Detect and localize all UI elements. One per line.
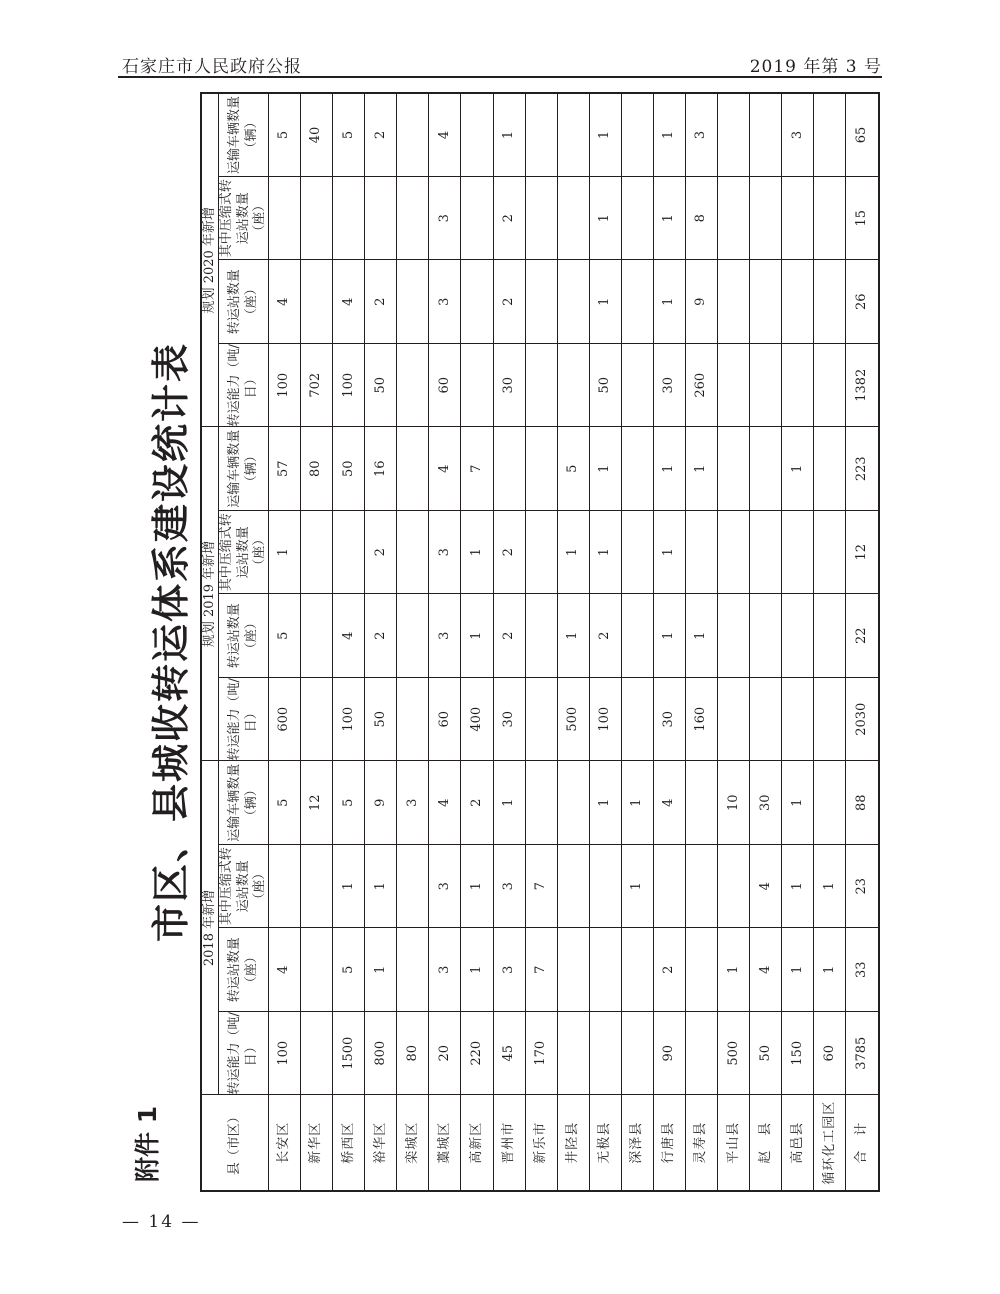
county-name: 长安区 — [269, 1095, 301, 1191]
table-cell: 100 — [269, 344, 301, 428]
table-cell: 4 — [429, 427, 461, 511]
table-cell: 2 — [365, 511, 397, 595]
table-row — [429, 93, 461, 1191]
table-cell — [750, 594, 782, 678]
table-cell — [814, 93, 846, 177]
table-cell: 3785 — [846, 1012, 879, 1096]
table-cell — [301, 511, 333, 595]
table-cell: 12 — [301, 761, 333, 845]
sub-header: 转运站数量（座） — [219, 260, 269, 344]
table-cell: 30 — [493, 344, 525, 428]
county-name: 行唐县 — [653, 1095, 685, 1191]
table-cell: 15 — [846, 177, 879, 261]
table-cell: 5 — [557, 427, 589, 511]
table-cell — [653, 845, 685, 929]
table-cell — [301, 928, 333, 1012]
table-row — [814, 93, 846, 1191]
table-cell: 3 — [493, 928, 525, 1012]
county-name: 深泽县 — [621, 1095, 653, 1191]
county-name: 循环化工园区 — [814, 1095, 846, 1191]
county-name: 晋州市 — [493, 1095, 525, 1191]
table-cell — [301, 177, 333, 261]
table-row — [301, 93, 333, 1191]
county-name: 裕华区 — [365, 1095, 397, 1191]
table-cell: 60 — [429, 344, 461, 428]
table-cell — [621, 344, 653, 428]
table-cell: 1 — [653, 260, 685, 344]
table-cell — [557, 761, 589, 845]
table-cell — [718, 845, 750, 929]
table-cell: 1 — [814, 845, 846, 929]
table-cell — [621, 678, 653, 762]
table-cell: 5 — [269, 594, 301, 678]
sub-header: 运输车辆数量（辆） — [219, 427, 269, 511]
table-row — [461, 93, 493, 1191]
table-row — [718, 93, 750, 1191]
table-cell — [525, 177, 557, 261]
table-cell — [750, 177, 782, 261]
table-cell: 10 — [718, 761, 750, 845]
sub-header: 运输车辆数量（辆） — [219, 761, 269, 845]
table-cell: 2 — [493, 260, 525, 344]
table-cell — [525, 678, 557, 762]
table-cell — [525, 93, 557, 177]
sub-header: 其中压缩式转运站数量（座） — [219, 511, 269, 595]
table-cell: 150 — [782, 1012, 814, 1096]
table-cell — [301, 594, 333, 678]
table-cell — [750, 511, 782, 595]
table-cell — [461, 177, 493, 261]
table-cell: 50 — [589, 344, 621, 428]
table-cell — [782, 594, 814, 678]
table-cell: 1 — [557, 594, 589, 678]
table-cell: 5 — [333, 761, 365, 845]
table-row — [653, 93, 685, 1191]
table-cell — [718, 678, 750, 762]
table-cell — [397, 93, 429, 177]
table-cell: 1 — [557, 511, 589, 595]
table-cell — [621, 928, 653, 1012]
table-cell: 4 — [269, 928, 301, 1012]
table-cell — [750, 344, 782, 428]
table-cell — [397, 511, 429, 595]
table-row — [750, 93, 782, 1191]
table-cell: 5 — [333, 928, 365, 1012]
table-cell — [718, 594, 750, 678]
table-cell — [718, 511, 750, 595]
table-cell: 1 — [621, 761, 653, 845]
table-cell: 1 — [589, 761, 621, 845]
table-cell — [525, 427, 557, 511]
attachment-label: 附件 1 — [133, 1105, 162, 1182]
table-cell — [397, 845, 429, 929]
sub-header: 转运能力（吨/日） — [219, 1012, 269, 1096]
table-cell — [750, 260, 782, 344]
table-cell — [557, 928, 589, 1012]
group-2018: 2018 年新增 — [201, 761, 219, 1095]
table-cell — [397, 344, 429, 428]
journal-title: 石家庄市人民政府公报 — [122, 57, 302, 77]
table-cell: 2030 — [846, 678, 879, 762]
table-cell: 2 — [589, 594, 621, 678]
table-cell — [718, 93, 750, 177]
table-cell — [814, 678, 846, 762]
group-2020: 规划 2020 年新增 — [201, 93, 219, 427]
table-cell: 1 — [653, 594, 685, 678]
table-cell: 30 — [750, 761, 782, 845]
table-cell: 2 — [365, 594, 397, 678]
table-cell: 3 — [429, 928, 461, 1012]
table-row — [621, 93, 653, 1191]
table-cell — [269, 845, 301, 929]
group-2019: 规划 2019 年新增 — [201, 427, 219, 761]
table-cell: 57 — [269, 427, 301, 511]
table-cell: 1 — [333, 845, 365, 929]
group-header-row — [201, 93, 219, 1191]
table-cell — [269, 177, 301, 261]
table-cell — [782, 511, 814, 595]
table-cell — [301, 678, 333, 762]
table-cell: 30 — [493, 678, 525, 762]
table-cell: 40 — [301, 93, 333, 177]
table-row — [365, 93, 397, 1191]
table-cell: 170 — [525, 1012, 557, 1096]
table-cell: 1 — [461, 928, 493, 1012]
table-cell: 220 — [461, 1012, 493, 1096]
sub-header: 运输车辆数量（辆） — [219, 93, 269, 177]
sub-header: 转运站数量（座） — [219, 928, 269, 1012]
table-cell — [301, 845, 333, 929]
table-cell — [301, 260, 333, 344]
table-cell: 1 — [686, 594, 718, 678]
table-cell: 3 — [686, 93, 718, 177]
table-cell: 30 — [653, 678, 685, 762]
table-cell: 800 — [365, 1012, 397, 1096]
table-cell: 1 — [589, 511, 621, 595]
table-cell: 3 — [429, 845, 461, 929]
table-cell: 260 — [686, 344, 718, 428]
table-cell — [782, 678, 814, 762]
table-row — [846, 93, 879, 1191]
sub-header: 转运能力（吨/日） — [219, 678, 269, 762]
table-cell: 1 — [782, 761, 814, 845]
table-cell: 50 — [333, 427, 365, 511]
table-cell: 1 — [653, 511, 685, 595]
table-cell — [718, 344, 750, 428]
table-row — [397, 93, 429, 1191]
table-cell: 1500 — [333, 1012, 365, 1096]
table-cell: 1 — [782, 928, 814, 1012]
table-cell: 100 — [333, 678, 365, 762]
table-cell: 1 — [461, 511, 493, 595]
table-cell: 7 — [525, 928, 557, 1012]
table-cell: 1 — [653, 427, 685, 511]
table-cell: 1 — [365, 845, 397, 929]
table-cell — [525, 594, 557, 678]
county-header: 县（市区） — [201, 1095, 269, 1191]
table-cell: 4 — [333, 260, 365, 344]
table-cell: 1 — [461, 845, 493, 929]
table-cell: 20 — [429, 1012, 461, 1096]
table-cell: 100 — [269, 1012, 301, 1096]
table-cell — [397, 260, 429, 344]
table-cell: 2 — [365, 260, 397, 344]
table-cell: 1 — [782, 845, 814, 929]
table-cell — [461, 344, 493, 428]
table-cell: 1 — [493, 761, 525, 845]
table-cell: 3 — [397, 761, 429, 845]
table-cell: 160 — [686, 678, 718, 762]
county-name: 平山县 — [718, 1095, 750, 1191]
table-cell: 1 — [493, 93, 525, 177]
sub-header: 转运能力（吨/日） — [219, 344, 269, 428]
table-cell — [525, 511, 557, 595]
table-cell: 1 — [814, 928, 846, 1012]
table-cell — [621, 1012, 653, 1096]
table-cell: 65 — [846, 93, 879, 177]
table-cell — [397, 928, 429, 1012]
table-cell: 23 — [846, 845, 879, 929]
table-cell: 2 — [653, 928, 685, 1012]
table-cell — [333, 511, 365, 595]
table-cell: 4 — [333, 594, 365, 678]
table-row — [589, 93, 621, 1191]
county-name: 井陉县 — [557, 1095, 589, 1191]
table-cell — [525, 761, 557, 845]
table-cell — [525, 260, 557, 344]
table-cell: 4 — [750, 845, 782, 929]
table-cell: 3 — [493, 845, 525, 929]
table-cell: 1 — [589, 93, 621, 177]
table-cell: 7 — [461, 427, 493, 511]
table-cell: 22 — [846, 594, 879, 678]
table-cell: 3 — [429, 594, 461, 678]
county-name: 桥西区 — [333, 1095, 365, 1191]
table-cell — [557, 93, 589, 177]
table-cell: 5 — [269, 761, 301, 845]
table-cell — [814, 260, 846, 344]
table-cell: 1 — [653, 93, 685, 177]
table-cell — [621, 427, 653, 511]
table-cell — [397, 594, 429, 678]
county-name: 栾城区 — [397, 1095, 429, 1191]
table-cell: 50 — [365, 678, 397, 762]
table-cell: 1 — [589, 260, 621, 344]
table-cell: 2 — [461, 761, 493, 845]
table-cell: 5 — [269, 93, 301, 177]
table-cell: 9 — [365, 761, 397, 845]
statistics-table — [200, 92, 880, 1192]
table-cell: 1 — [686, 427, 718, 511]
table-cell: 600 — [269, 678, 301, 762]
table-cell: 90 — [653, 1012, 685, 1096]
table-cell: 3 — [782, 93, 814, 177]
table-cell: 4 — [429, 761, 461, 845]
table-cell — [686, 1012, 718, 1096]
county-name: 赵 县 — [750, 1095, 782, 1191]
table-cell — [814, 761, 846, 845]
county-name: 新乐市 — [525, 1095, 557, 1191]
table-cell — [782, 260, 814, 344]
table-cell — [493, 427, 525, 511]
county-name: 高新区 — [461, 1095, 493, 1191]
table-cell — [589, 928, 621, 1012]
table-cell — [718, 260, 750, 344]
table-cell: 26 — [846, 260, 879, 344]
table-cell — [525, 344, 557, 428]
table-cell: 60 — [429, 678, 461, 762]
table-cell — [621, 594, 653, 678]
table-cell: 2 — [493, 511, 525, 595]
table-cell: 7 — [525, 845, 557, 929]
table-cell — [686, 761, 718, 845]
table-cell: 1 — [653, 177, 685, 261]
table-cell: 3 — [429, 260, 461, 344]
county-name: 灵寿县 — [686, 1095, 718, 1191]
county-name: 高邑县 — [782, 1095, 814, 1191]
table-cell: 4 — [653, 761, 685, 845]
table-cell: 1 — [269, 511, 301, 595]
table-cell — [557, 344, 589, 428]
sub-header: 其中压缩式转运站数量（座） — [219, 177, 269, 261]
table-cell — [814, 594, 846, 678]
table-cell — [621, 177, 653, 261]
table-cell: 100 — [333, 344, 365, 428]
table-row — [333, 93, 365, 1191]
table-cell: 1 — [365, 928, 397, 1012]
table-cell — [814, 177, 846, 261]
table-cell — [589, 845, 621, 929]
table-cell — [750, 93, 782, 177]
table-cell: 1 — [621, 845, 653, 929]
table-row — [493, 93, 525, 1191]
rotated-content — [120, 92, 880, 1192]
table-cell: 1 — [589, 177, 621, 261]
table-cell — [750, 427, 782, 511]
table-cell — [621, 93, 653, 177]
table-cell: 4 — [750, 928, 782, 1012]
table-row — [525, 93, 557, 1191]
table-cell: 100 — [589, 678, 621, 762]
issue-number: 2019 年第 3 号 — [749, 57, 882, 77]
table-cell — [686, 845, 718, 929]
table-cell: 12 — [846, 511, 879, 595]
table-cell — [461, 260, 493, 344]
table-cell: 1382 — [846, 344, 879, 428]
table-cell: 1 — [782, 427, 814, 511]
table-cell — [686, 928, 718, 1012]
table-cell — [718, 177, 750, 261]
table-cell — [718, 427, 750, 511]
table-cell: 45 — [493, 1012, 525, 1096]
table-cell: 3 — [429, 177, 461, 261]
table-cell: 16 — [365, 427, 397, 511]
table-cell — [365, 177, 397, 261]
table-cell: 80 — [397, 1012, 429, 1096]
table-cell: 1 — [718, 928, 750, 1012]
sub-header: 转运站数量（座） — [219, 594, 269, 678]
table-cell: 50 — [365, 344, 397, 428]
table-cell: 50 — [750, 1012, 782, 1096]
sub-header: 其中压缩式转运站数量（座） — [219, 845, 269, 929]
table-title: 市区、县城收转运体系建设统计表 — [148, 342, 193, 943]
table-cell: 400 — [461, 678, 493, 762]
table-cell: 80 — [301, 427, 333, 511]
table-cell: 9 — [686, 260, 718, 344]
table-cell — [557, 177, 589, 261]
table-row — [782, 93, 814, 1191]
table-cell — [621, 511, 653, 595]
table-cell: 1 — [461, 594, 493, 678]
county-name: 合 计 — [846, 1095, 879, 1191]
table-cell — [814, 344, 846, 428]
table-cell — [557, 260, 589, 344]
table-cell: 2 — [365, 93, 397, 177]
table-row — [686, 93, 718, 1191]
table-cell: 33 — [846, 928, 879, 1012]
table-cell: 1 — [589, 427, 621, 511]
table-cell — [782, 344, 814, 428]
table-cell — [621, 260, 653, 344]
table-cell — [814, 511, 846, 595]
table-cell — [397, 678, 429, 762]
table-cell: 500 — [718, 1012, 750, 1096]
table-row — [269, 93, 301, 1191]
table-cell: 4 — [269, 260, 301, 344]
table-cell — [782, 177, 814, 261]
table-cell — [397, 177, 429, 261]
table-cell — [814, 427, 846, 511]
table-cell: 5 — [333, 93, 365, 177]
table-cell: 30 — [653, 344, 685, 428]
table-cell: 88 — [846, 761, 879, 845]
table-cell: 223 — [846, 427, 879, 511]
table-cell: 4 — [429, 93, 461, 177]
table-cell — [397, 427, 429, 511]
county-name: 新华区 — [301, 1095, 333, 1191]
table-cell: 60 — [814, 1012, 846, 1096]
table-cell — [686, 511, 718, 595]
county-name: 无极县 — [589, 1095, 621, 1191]
table-cell — [461, 93, 493, 177]
county-name: 藁城区 — [429, 1095, 461, 1191]
table-row — [557, 93, 589, 1191]
table-cell — [589, 1012, 621, 1096]
table-cell — [301, 1012, 333, 1096]
header-rule — [118, 76, 882, 78]
table-cell — [557, 1012, 589, 1096]
table-cell: 2 — [493, 594, 525, 678]
table-cell: 3 — [429, 511, 461, 595]
table-cell: 702 — [301, 344, 333, 428]
table-cell — [557, 845, 589, 929]
page-number: — 14 — — [122, 1212, 201, 1232]
table-cell — [750, 678, 782, 762]
table-cell — [333, 177, 365, 261]
sub-header-row — [219, 93, 269, 1191]
table-cell: 8 — [686, 177, 718, 261]
table-cell: 500 — [557, 678, 589, 762]
table-cell: 2 — [493, 177, 525, 261]
